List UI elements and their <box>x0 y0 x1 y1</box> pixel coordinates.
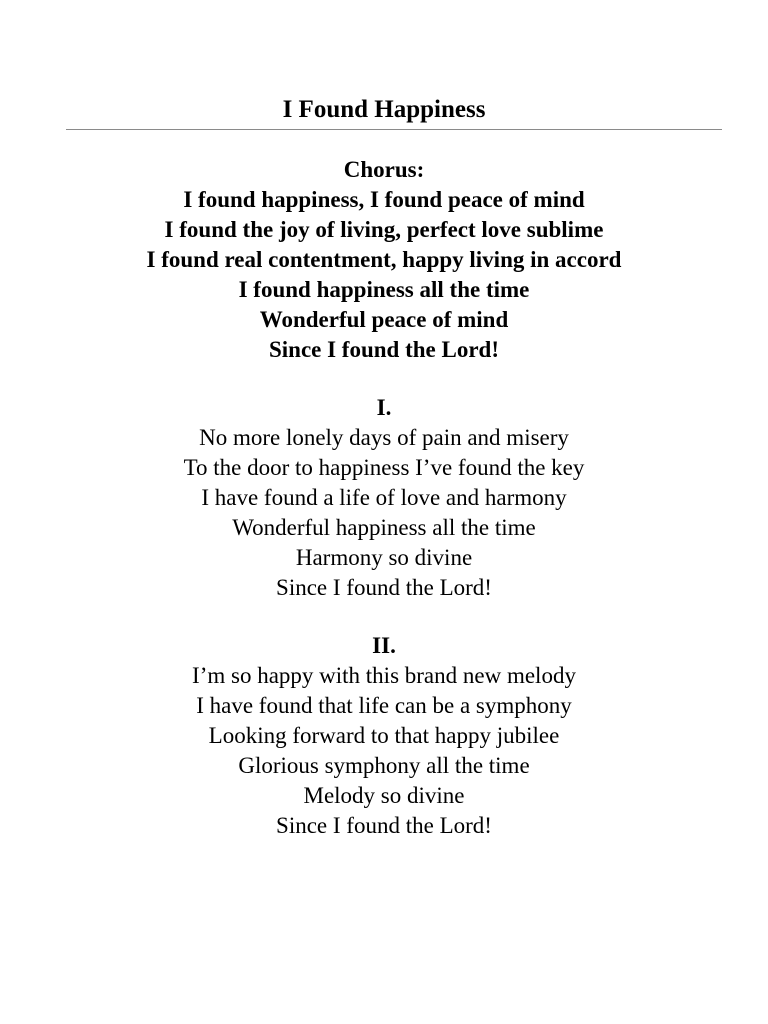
chorus-line: Since I found the Lord! <box>268 337 500 362</box>
chorus-line: Wonderful peace of mind <box>259 307 509 332</box>
verse-one-section <box>0 393 768 603</box>
verse-line: No more lonely days of pain and misery <box>199 425 569 450</box>
verse-line: Wonderful happiness all the time <box>232 515 536 540</box>
verse-line: I’m so happy with this brand new melody <box>192 663 576 688</box>
chorus-line: I found the joy of living, perfect love sublime <box>164 217 604 242</box>
chorus-line: I found happiness all the time <box>238 277 530 302</box>
verse-line: Harmony so divine <box>295 545 473 570</box>
verse-line: Since I found the Lord! <box>276 575 492 600</box>
verse-two-section <box>0 631 768 841</box>
verse-one-heading: I. <box>376 395 392 420</box>
chorus-line: I found real contentment, happy living in accord <box>146 247 622 272</box>
chorus-line: I found happiness, I found peace of mind <box>183 187 585 212</box>
verse-line: Since I found the Lord! <box>276 813 492 838</box>
title-divider <box>66 129 722 130</box>
verse-line: To the door to happiness I’ve found the key <box>183 455 585 480</box>
verse-line: I have found that life can be a symphony <box>196 693 572 718</box>
verse-two-heading: II. <box>372 633 396 658</box>
page-title: I Found Happiness <box>282 96 486 123</box>
verse-line: Melody so divine <box>303 783 465 808</box>
chorus-heading: Chorus: <box>343 157 425 182</box>
verse-line: Looking forward to that happy jubilee <box>208 723 560 748</box>
verse-line: Glorious symphony all the time <box>238 753 530 778</box>
chorus-section <box>0 155 768 365</box>
verse-line: I have found a life of love and harmony <box>201 485 567 510</box>
